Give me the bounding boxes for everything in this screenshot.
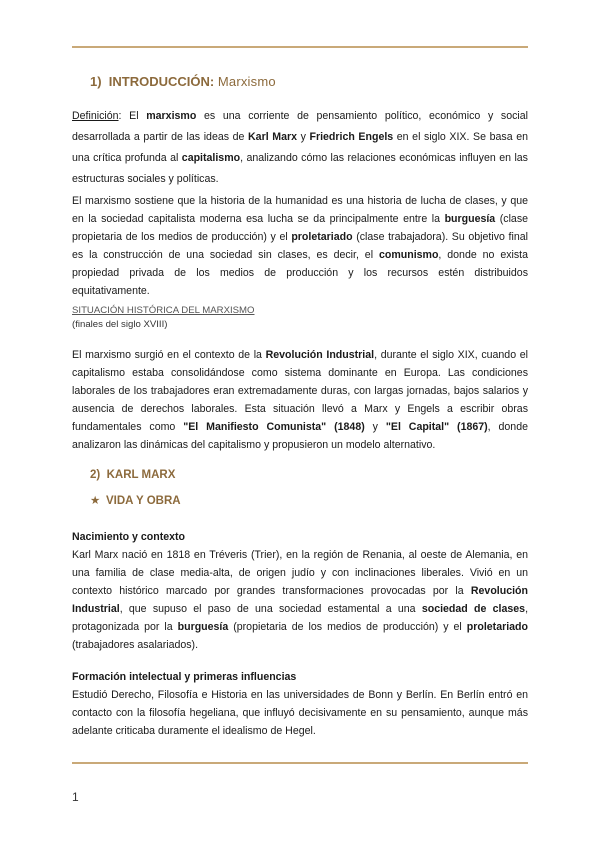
star-icon: ★	[90, 495, 101, 507]
birth-paragraph: Karl Marx nació en 1818 en Tréveris (Trier), en la región de Renania, al oeste de Alemania, en una familia de clase media-alta, de origen judío y con inclinaciones liberales. Vivió en un contexto histórico marcado por grandes transformaciones provocadas por la Revolución Industrial, que supuso el paso de una sociedad estamental a una sociedad de clases, protagonizada por la burguesía (propietaria de los medios de producción) y el proletariado (trabajadores asalariados).	[72, 549, 529, 651]
page-number: 1	[72, 790, 79, 804]
section-1-heading	[90, 72, 528, 92]
section-2-heading	[90, 462, 528, 488]
historical-situation-subtitle: (finales del siglo XVIII)	[72, 319, 168, 330]
section-2-number: 2)	[90, 469, 101, 481]
definition-paragraph: Definición: El marxismo es una corriente de pensamiento político, económico y social desarrollada a partir de las ideas de Karl Marx y Friedrich Engels en el siglo XIX. Se basa en una crítica profunda al capitalismo, analizando cómo las relaciones económicas influyen en las estructuras sociales y políticas.	[72, 110, 528, 185]
section-2-title: KARL MARX	[106, 469, 176, 481]
historical-situation-title: SITUACIÓN HISTÓRICA DEL MARXISMO	[72, 305, 255, 316]
formation-paragraph: Estudió Derecho, Filosofía e Historia en las universidades de Bonn y Berlín. En Berlín entró en contacto con la filosofía hegeliana, que influyó decisivamente en su pensamiento, aunque más adelante criticaba duramente el idealismo de Hegel.	[72, 689, 528, 737]
term-marxismo: marxismo	[146, 110, 197, 122]
section-1-title: INTRODUCCIÓN:	[108, 74, 215, 89]
work-manifiesto: "El Manifiesto Comunista" (1848)	[183, 421, 365, 433]
term-comunismo: comunismo	[378, 249, 439, 261]
class-struggle-paragraph: El marxismo sostiene que la historia de la humanidad es una historia de lucha de clases, y que en la sociedad capitalista moderna esa lucha se da principalmente entre la burguesía (clase propietaria de los medios de producción) y el proletariado (clase trabajadora). Su objetivo final es la construcción de una sociedad sin clases, es decir, el comunismo, donde no exista propiedad privada de los medios de producción y los recursos estén distribuidos equitativamente.	[72, 195, 529, 297]
term-proletariado: proletariado	[291, 231, 353, 243]
header-rule	[72, 46, 528, 48]
term-karl-marx: Karl Marx	[248, 131, 297, 143]
document-body	[72, 72, 528, 740]
historical-paragraph: El marxismo surgió en el contexto de la Revolución Industrial, durante el siglo XIX, cuando el capitalismo estaba consolidándose como sistema dominante en Europa. Las condiciones laborales de los trabajadores eran extremadamente duras, con largas jornadas, bajos salarios y ausencia de derechos laborales. Esta situación llevó a Marx y Engels a escribir obras fundamentales como "El Manifiesto Comunista" (1848) y "El Capital" (1867), donde analizaron las dinámicas del capitalismo y propusieron un modelo alternativo.	[72, 349, 529, 451]
subsection-vida-obra-title: VIDA Y OBRA	[106, 495, 181, 507]
work-el-capital: "El Capital" (1867)	[385, 421, 488, 433]
formation-heading: Formación intelectual y primeras influencias	[72, 671, 297, 683]
section-1-number: 1)	[90, 74, 102, 89]
birth-heading: Nacimiento y contexto	[72, 531, 186, 543]
section-1-subtitle: Marxismo	[217, 74, 276, 89]
footer-rule	[72, 762, 528, 764]
term-capitalismo: capitalismo	[181, 152, 241, 164]
term-engels: Friedrich Engels	[309, 131, 394, 143]
definition-label: Definición	[72, 110, 119, 122]
subsection-vida-obra-heading	[90, 488, 528, 514]
term-revolucion-industrial: Revolución Industrial	[265, 349, 375, 361]
term-burguesia: burguesía	[444, 213, 496, 225]
